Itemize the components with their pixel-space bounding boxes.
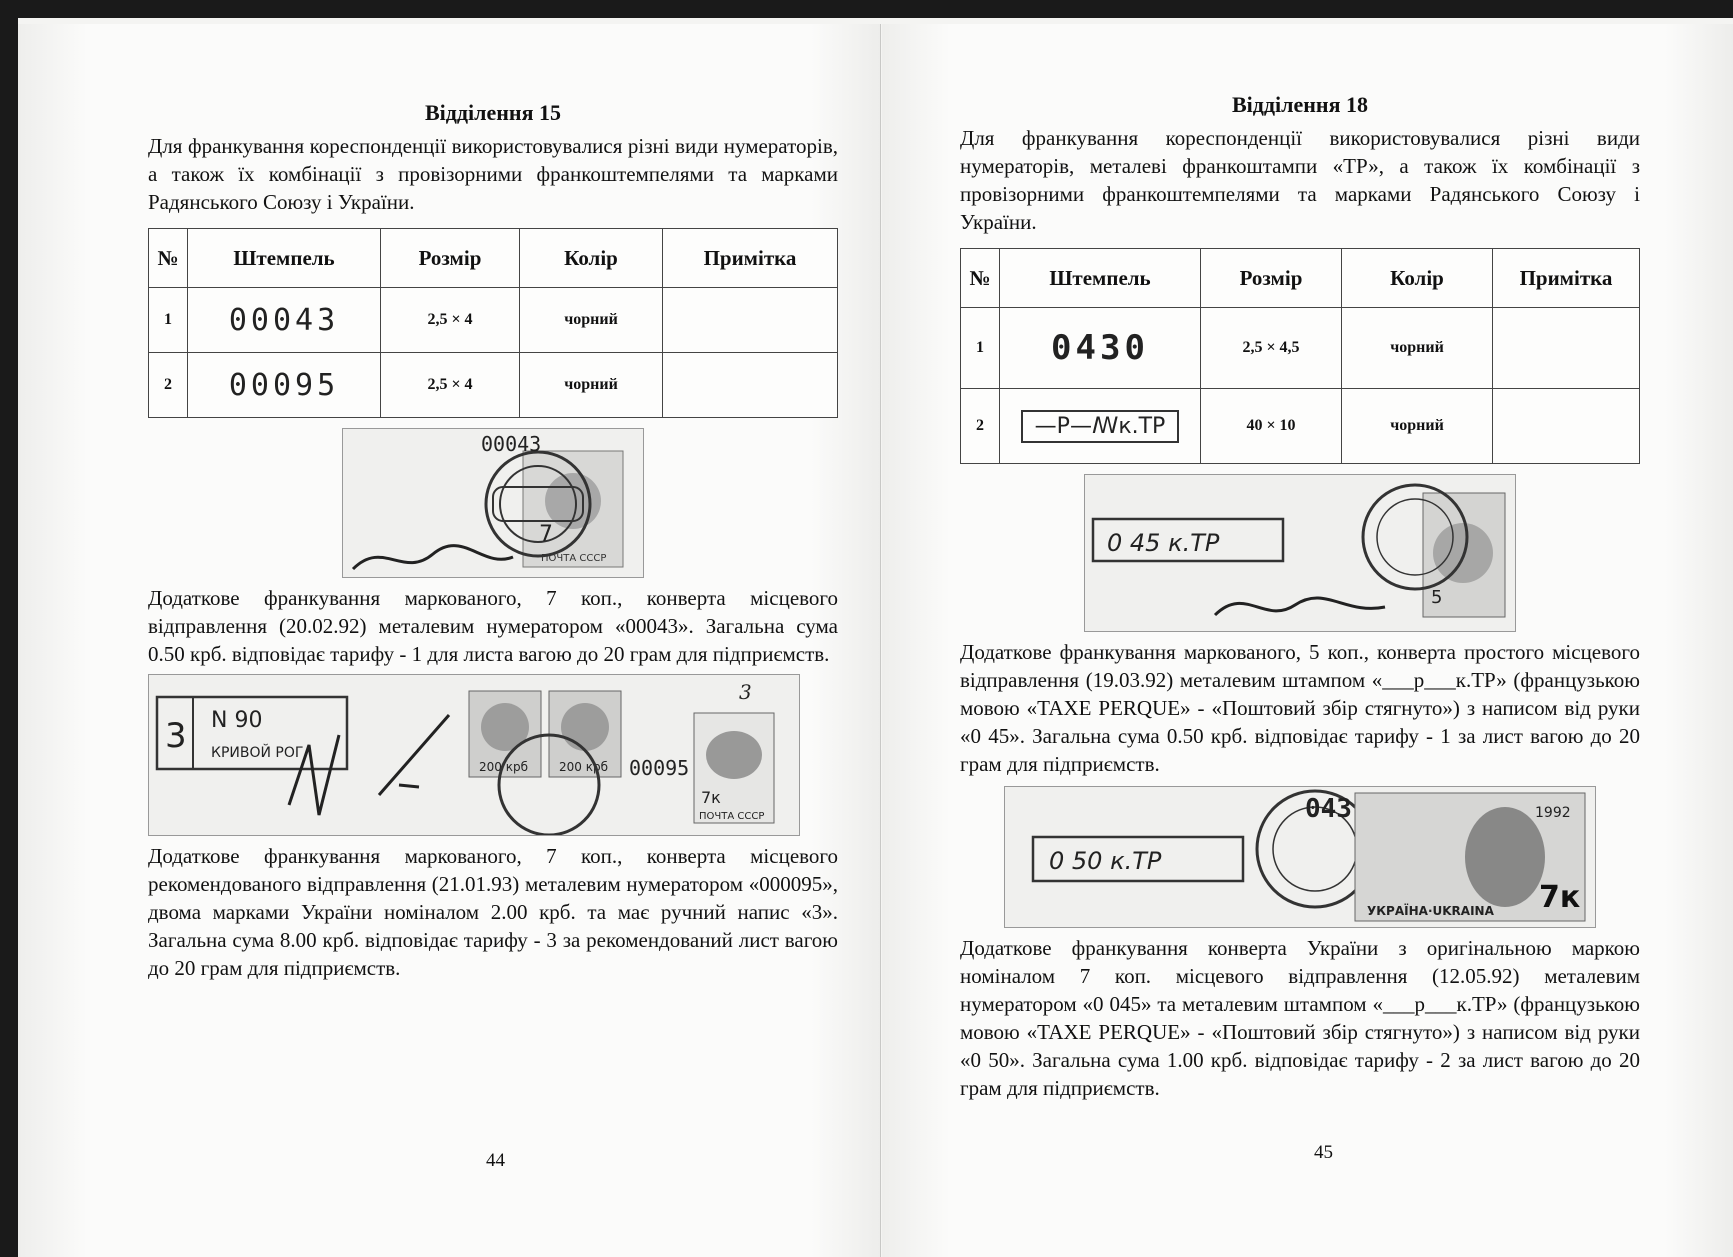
table-row: [149, 288, 838, 353]
table-row: [149, 353, 838, 418]
cell-color: чорний: [1342, 389, 1493, 464]
cell-size: 2,5 × 4,5: [1201, 308, 1342, 389]
col-header-stamp: Штемпель: [1000, 249, 1201, 308]
left-caption-2: Додаткове франкування маркованого, 7 коп., конверта місцевого рекомендованого відправлення (21.01.93) металевим нумератором «000095», двома марками України номіналом 2.00 крб. та має ручний напис «3». Загальна сума 8.00 крб. відповідає тарифу - 3 за рекомендований лист вагою до 20 грам для підприємств.: [148, 844, 838, 980]
stamp-country-text: ПОЧТА СССР: [541, 553, 607, 564]
handwritten-marks: [289, 715, 449, 815]
table-row: [961, 389, 1640, 464]
left-caption-1: Додаткове франкування маркованого, 7 коп., конверта місцевого відправлення (20.02.92) металевим нумератором «00043». Загальна сума 0.50 крб. відповідає тарифу - 1 для листа вагою до 20 грам для підприємств.: [148, 586, 838, 666]
left-figure-1-envelope: [342, 428, 644, 578]
stamp-value-text: 7к: [1539, 880, 1581, 915]
cell-color: чорний: [1342, 308, 1493, 389]
right-page-number: 45: [1314, 1142, 1333, 1163]
col-header-note: Примітка: [663, 229, 838, 288]
registration-label-text: N 90: [211, 708, 263, 733]
left-page: [18, 24, 881, 1257]
handwritten-number: 3: [739, 680, 752, 704]
ukraine-stamp-value-1: 200 крб: [479, 760, 528, 774]
left-intro: Для франкування кореспонденції використовувалися різні види нумераторів, а також їх комбінації з провізорними франкоштемпелями та марками Радянського Союзу і України.: [148, 134, 838, 214]
col-header-num: №: [961, 249, 1000, 308]
handwritten-signature: [1215, 598, 1385, 615]
stamp-impression: —Р—ꟿк.ТР: [1021, 410, 1180, 443]
ussr-stamp-country: ПОЧТА СССР: [699, 811, 765, 822]
ussr-stamp-value: 7к: [701, 788, 721, 807]
stamp-number-text: 00043: [481, 432, 542, 456]
right-page-content: [960, 92, 1640, 1102]
stamp-year: 1992: [1535, 805, 1571, 821]
left-figure-2-envelope: [148, 674, 800, 836]
right-caption-2: Додаткове франкування конверта України з оригінальною маркою номіналом 7 коп. місцевого відправлення (12.05.92) металевим нумератором «0 045» та металевим штампом «___р___к.ТР» (французькою мовою «TAXE PERQUE» - «Поштовий збір стягнуто») з написом від руки «0 50». Загальна сума 1.00 крб. відповідає тарифу - 2 за лист вагою до 20 грам для підприємств.: [960, 936, 1640, 1100]
cell-size: 2,5 × 4: [381, 353, 520, 418]
right-intro: Для франкування кореспонденції використовувалися різні види нумераторів, металеві франкоштампи «ТР», а також їх комбінації з провізорними франкоштемпелями та марками Радянського Союзу і України.: [960, 126, 1640, 234]
right-figure-1-envelope: [1084, 474, 1516, 632]
envelope-illustration: [149, 675, 799, 835]
cell-stamp: [1000, 389, 1201, 464]
tp-stamp-text: 0 50 к.ТР: [1049, 847, 1162, 875]
cell-note: [663, 288, 838, 353]
table-header-row: [961, 249, 1640, 308]
envelope-illustration: [343, 429, 643, 577]
right-page: [882, 24, 1733, 1257]
cell-stamp: [188, 288, 381, 353]
left-stamp-table: [148, 228, 838, 418]
left-page-content: [148, 100, 838, 982]
col-header-color: Колір: [1342, 249, 1493, 308]
table-header-row: [149, 229, 838, 288]
cell-num: 1: [961, 308, 1000, 389]
cell-note: [1493, 308, 1640, 389]
right-stamp-table: [960, 248, 1640, 464]
cell-size: 2,5 × 4: [381, 288, 520, 353]
col-header-size: Розмір: [381, 229, 520, 288]
stamp-impression: 00043: [228, 302, 340, 338]
left-heading: Відділення 15: [424, 100, 562, 125]
stamp-impression: 00095: [228, 367, 340, 403]
col-header-stamp: Штемпель: [188, 229, 381, 288]
cell-num: 2: [961, 389, 1000, 464]
col-header-note: Примітка: [1493, 249, 1640, 308]
cell-note: [1493, 389, 1640, 464]
right-caption-1: Додаткове франкування маркованого, 5 коп., конверта простого місцевого відправлення (19.03.92) металевим штампом «___р___к.ТР» (французькою мовою «TAXE PERQUE» - «Поштовий збір стягнуто») з написом від руки «0 45». Загальна сума 0.50 крб. відповідає тарифу - 1 за лист вагою до 20 грам для підприємств.: [960, 640, 1640, 776]
cell-num: 2: [149, 353, 188, 418]
envelope-illustration: [1005, 787, 1595, 927]
portrait-shape: [1465, 807, 1545, 907]
cell-stamp: [1000, 308, 1201, 389]
cell-size: 40 × 10: [1201, 389, 1342, 464]
number-impression: 043: [1305, 794, 1352, 824]
registration-city: КРИВОЙ РОГ: [211, 745, 304, 761]
col-header-size: Розмір: [1201, 249, 1342, 308]
stamp-number-text: 00095: [629, 756, 690, 780]
handwritten-signature: [353, 546, 513, 569]
stamp-value-text: 5: [1431, 587, 1443, 608]
book-spread: [18, 18, 1733, 1257]
ukraine-stamp-value-2: 200 крб: [559, 760, 608, 774]
stamp-value-text: 7: [539, 522, 553, 547]
cell-color: чорний: [520, 353, 663, 418]
cell-note: [663, 353, 838, 418]
left-page-number: 44: [486, 1150, 505, 1171]
col-header-color: Колір: [520, 229, 663, 288]
stamp-country-text: УКРАЇНА·UKRAINA: [1367, 904, 1494, 918]
right-figure-2-envelope: [1004, 786, 1596, 928]
cell-num: 1: [149, 288, 188, 353]
tp-stamp-text: 0 45 к.ТР: [1107, 529, 1220, 557]
stamp-impression: 0430: [1051, 328, 1149, 368]
cell-color: чорний: [520, 288, 663, 353]
table-row: [961, 308, 1640, 389]
right-heading: Відділення 18: [1231, 92, 1369, 117]
envelope-illustration: [1085, 475, 1515, 631]
registration-number: 3: [165, 716, 187, 756]
col-header-num: №: [149, 229, 188, 288]
cell-stamp: [188, 353, 381, 418]
